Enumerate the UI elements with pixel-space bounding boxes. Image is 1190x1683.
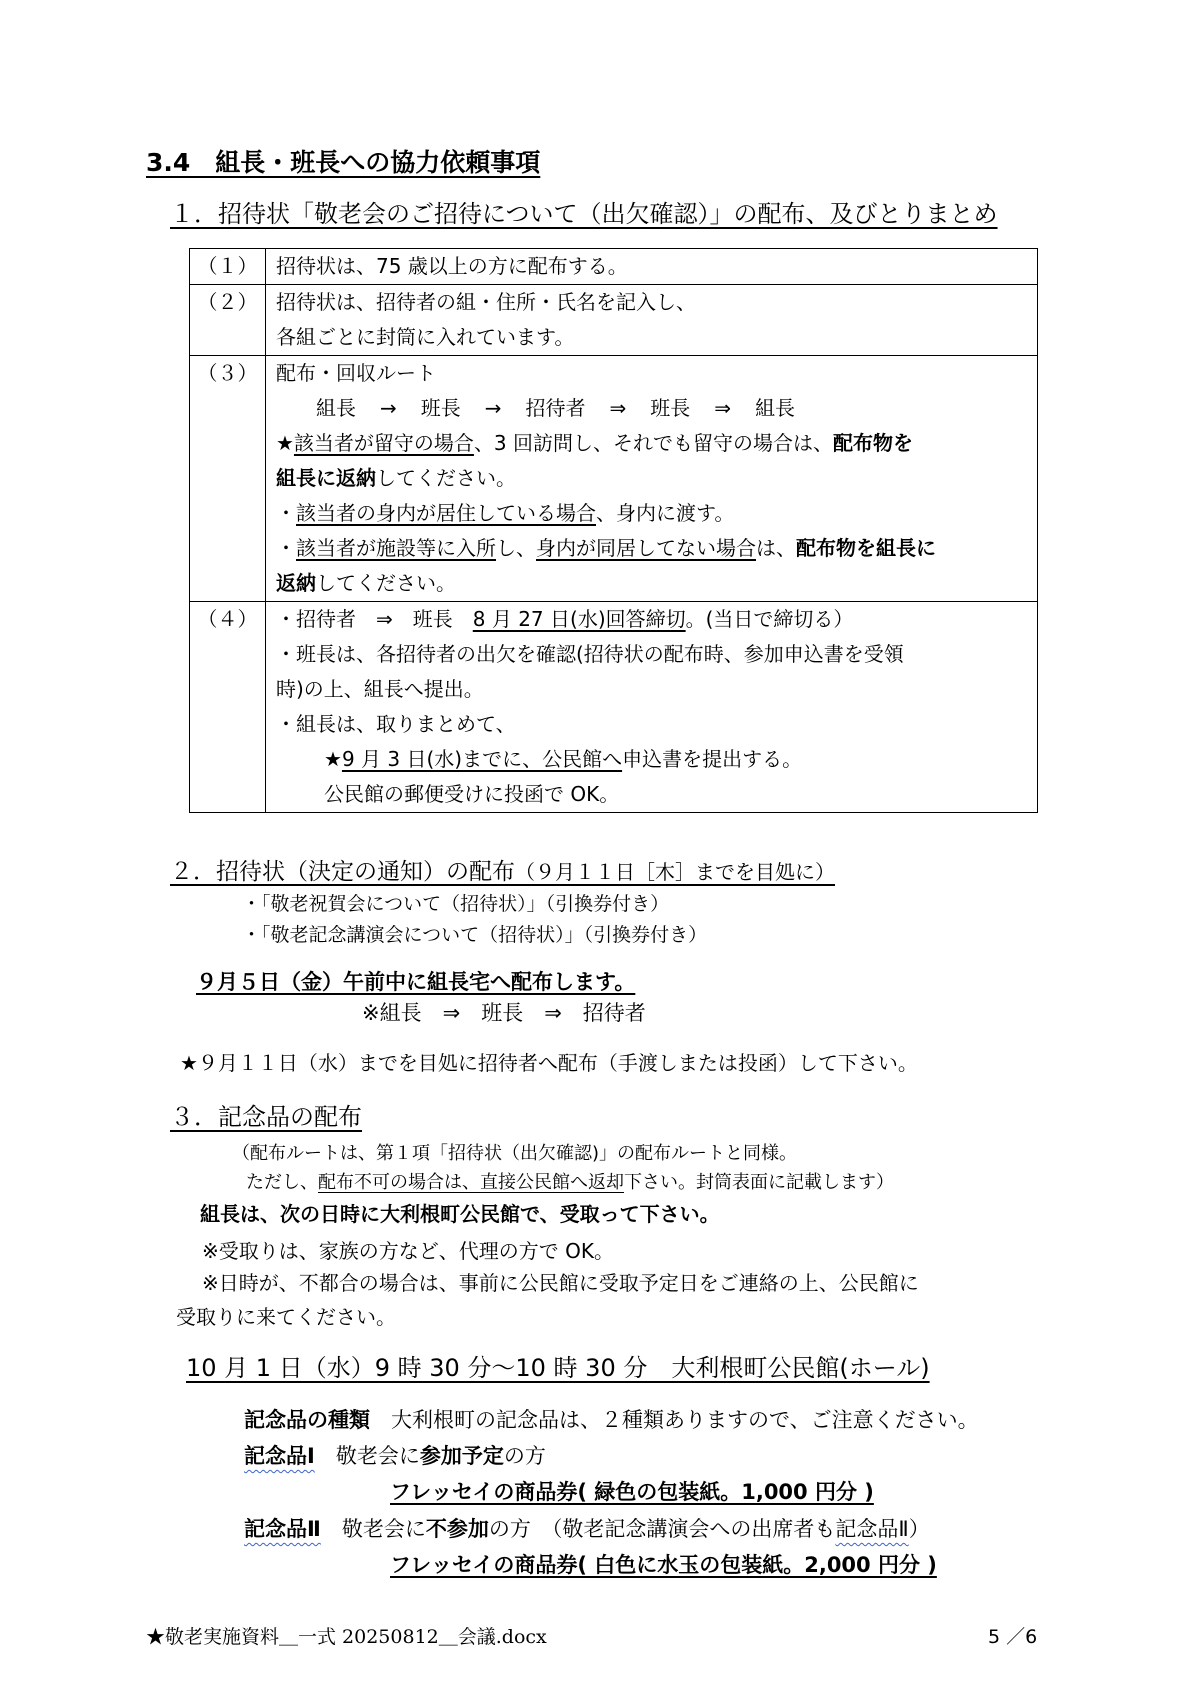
absent-text: 、3 回訪問し、それでも留守の場合は、 (473, 431, 834, 455)
absent-bold: 配布物を (833, 431, 914, 455)
item3-paragraph: （配布ルートは、第１項「招待状（出欠確認)」の配布ルートと同様。 (232, 1143, 798, 1164)
family-text: 、身内に渡す。 (596, 501, 735, 525)
row-number: （１） (190, 249, 266, 285)
route-title: 配布・回収ルート (276, 361, 436, 385)
row-number: （４） (190, 602, 266, 813)
facility-text: は、 (756, 536, 796, 560)
schedule-note: ※日時が、不都合の場合は、事前に公民館に受取予定日をご連絡の上、公民館に (202, 1271, 919, 1295)
mailbox-note: 公民館の郵便受けに投函で OK。 (324, 782, 620, 806)
gift1-row (244, 1441, 546, 1473)
schedule-note: 受取りに来てください。 (176, 1305, 396, 1329)
absent-text: してください。 (376, 466, 516, 490)
row-text: 各組ごとに封筒に入れています。 (276, 325, 575, 349)
deadline-date: 8 月 27 日(水)回答締切 (472, 607, 686, 631)
item3-paragraph (246, 1169, 894, 1196)
facility-condition: 身内が同居してない場合 (536, 536, 756, 560)
facility-condition: 該当者が施設等に入所 (296, 536, 496, 560)
row-text: 招待状は、75 歳以上の方に配布する。 (276, 254, 628, 278)
row-text: 招待状は、招待者の組・住所・氏名を記入し、 (276, 290, 696, 314)
item1-heading: １．招待状「敬老会のご招待について（出欠確認）」の配布、及びとりまとめ (170, 200, 998, 228)
row-content (266, 285, 1038, 356)
submit-line (276, 742, 802, 777)
route-step: 班長 (650, 396, 691, 420)
row-text: ・班長は、各招待者の出欠を確認(招待状の配布時、参加申込書を受領 (276, 642, 904, 666)
absent-bold: 組長に返納 (276, 466, 376, 490)
invitation-bullet: ・「敬老記念講演会について（招待状）」（引換券付き） (242, 924, 708, 946)
facility-bold: 配布物を組長に (796, 536, 936, 560)
receive-instruction: 組長は、次の日時に大利根町公民館で、受取って下さい。 (200, 1202, 720, 1226)
gift-kinds-text: 大利根町の記念品は、２種類ありますので、ご注意ください。 (370, 1408, 979, 1432)
star-icon: ★ (324, 747, 342, 771)
table-row (190, 356, 1038, 602)
deadline-text: 。(当日で締切る） (685, 607, 854, 631)
bullet: ・ (276, 536, 296, 560)
gift2-text: の方 （敬老記念講演会への出席者も (488, 1517, 836, 1541)
gift2-ref: 記念品Ⅱ (835, 1517, 909, 1541)
facility-text: し、 (496, 536, 536, 560)
absent-condition: 該当者が留守の場合 (293, 431, 474, 455)
route-step: 組長 (316, 396, 356, 420)
gift1-label: 記念品Ⅰ (244, 1444, 315, 1468)
gift2-bold: 不参加 (425, 1517, 489, 1541)
item2-heading-sub: （９月１１日［木］までを目処に） (515, 860, 835, 884)
return-condition: 配布不可の場合は、直接公民館へ返却 (318, 1172, 624, 1193)
route-arrow: → (484, 396, 502, 420)
gift2-text: ） (908, 1517, 930, 1541)
route-step: 班長 (420, 396, 461, 420)
gift1-bold: 参加予定 (419, 1444, 504, 1468)
family-condition: 該当者の身内が居住している場合 (296, 501, 596, 525)
table-row (190, 285, 1038, 356)
gift1-voucher: フレッセイの商品券( 緑色の包装紙。1,000 円分 ) (390, 1480, 874, 1504)
star-icon: ★ (276, 431, 294, 455)
route-step: 組長 (755, 396, 796, 420)
row-number: （２） (190, 285, 266, 356)
pickup-datetime: 10 月 1 日（水）9 時 30 分～10 時 30 分 大利根町公民館(ホール) (186, 1354, 930, 1382)
deadline-text: ・招待者 ⇒ 班長 (276, 607, 473, 631)
footer-page-number: 5 ／6 (988, 1626, 1038, 1648)
gift2-row (244, 1514, 930, 1546)
facility-text: してください。 (316, 571, 456, 595)
submit-deadline: 9 月 3 日(水)までに、公民館へ (341, 747, 623, 771)
gift1-text: 敬老会に (314, 1444, 420, 1468)
gift-kinds-label: 記念品の種類 (244, 1408, 370, 1432)
proxy-note: ※受取りは、家族の方など、代理の方で OK。 (202, 1239, 614, 1263)
table-row (190, 602, 1038, 813)
gift2-text: 敬老会に (320, 1517, 426, 1541)
gift1-text: の方 (503, 1444, 546, 1468)
gift2-voucher: フレッセイの商品券( 白色に水玉の包装紙。2,000 円分 ) (390, 1553, 937, 1577)
item2-heading (170, 855, 835, 890)
footer-filename: ★敬老実施資料＿一式 20250812＿会議.docx (146, 1626, 547, 1648)
section-title: 3.4 組長・班長への協力依頼事項 (146, 148, 541, 177)
row-content (266, 356, 1038, 602)
row-text: ・組長は、取りまとめて、 (276, 712, 516, 736)
submit-text: 申込書を提出する。 (622, 747, 803, 771)
route-step: 招待者 (525, 396, 586, 420)
bullet: ・ (276, 501, 296, 525)
row-number: （３） (190, 356, 266, 602)
table-row (190, 249, 1038, 285)
item3-text: ただし、 (246, 1172, 318, 1193)
invitation-bullet: ・「敬老祝賀会について（招待状）」（引換券付き） (242, 893, 670, 915)
route-arrow: ⇒ (714, 396, 732, 420)
row-content (266, 602, 1038, 813)
delivery-route: ※組長 ⇒ 班長 ⇒ 招待者 (362, 1001, 646, 1025)
gift-kinds (244, 1405, 979, 1437)
delivery-date: ９月５日（金）午前中に組長宅へ配布します。 (196, 970, 636, 994)
gift2-label: 記念品Ⅱ (244, 1517, 321, 1541)
row-text: 時)の上、組長へ提出。 (276, 677, 484, 701)
row-content (266, 249, 1038, 285)
route-sequence (276, 391, 819, 426)
item3-text: 下さい。封筒表面に記載します） (624, 1172, 894, 1193)
route-arrow: → (380, 396, 397, 420)
item3-heading: ３．記念品の配布 (170, 1103, 362, 1131)
delivery-note: ★９月１１日（水）までを目処に招待者へ配布（手渡しまたは投函）して下さい。 (180, 1051, 918, 1075)
request-table (189, 248, 1038, 813)
route-arrow: ⇒ (609, 396, 627, 420)
facility-bold: 返納 (276, 571, 316, 595)
item2-heading-main: ２．招待状（決定の通知）の配布 (170, 859, 515, 885)
